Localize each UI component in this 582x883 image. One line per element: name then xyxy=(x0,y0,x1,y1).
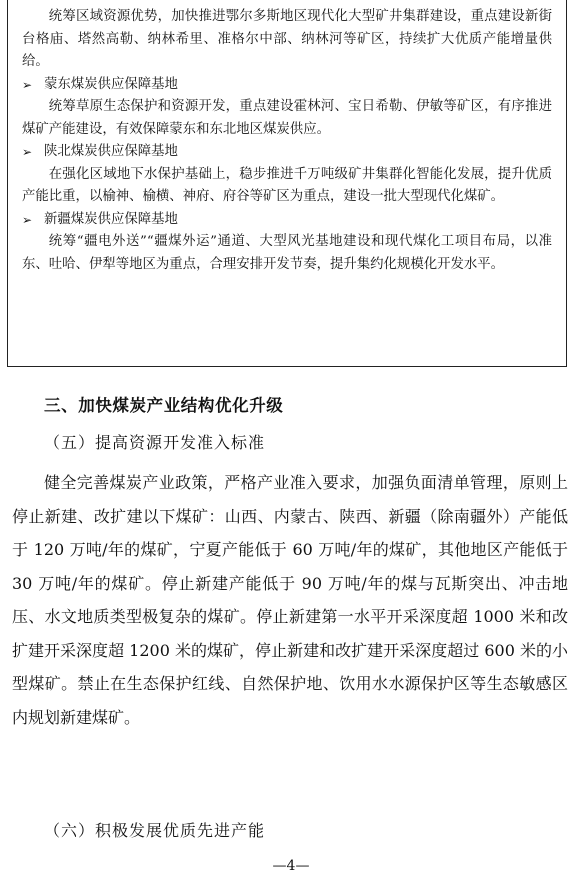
box-item-title xyxy=(22,141,552,164)
box-item-paragraph: 统筹“疆电外送”“疆煤外运”通道、大型风光基地建设和现代煤化工项目布局，以准东、吐哈、伊犁等地区为重点，合理安排开发节奏，提升集约化规模化开发水平。 xyxy=(22,234,552,272)
section-heading: 三、加快煤炭产业结构优化升级 xyxy=(44,396,284,415)
highlight-box xyxy=(7,0,567,367)
box-item-title-text: 陕北煤炭供应保障基地 xyxy=(44,144,178,159)
box-intro-paragraph: 统筹区域资源优势，加快推进鄂尔多斯地区现代化大型矿井集群建设，重点建设新街台格庙、塔然高勒、纳林希里、准格尔中部、纳林河等矿区，持续扩大优质产能增量供给。 xyxy=(22,9,552,69)
box-item-title xyxy=(22,209,552,232)
box-item-paragraph: 在强化区域地下水保护基础上，稳步推进千万吨级矿井集群化智能化发展，提升优质产能比重，以榆神、榆横、神府、府谷等矿区为重点，建设一批大型现代化煤矿。 xyxy=(22,166,552,204)
box-item-title-text: 蒙东煤炭供应保障基地 xyxy=(44,76,178,92)
box-item-title xyxy=(22,74,552,97)
body-paragraph: 健全完善煤炭产业政策，严格产业准入要求，加强负面清单管理，原则上停止新建、改扩建以下煤矿：山西、内蒙古、陕西、新疆（除南疆外）产能低于 120 万吨/年的煤矿，宁夏产能低于 60 万吨/年的煤矿，其他地区产能低于 30 万吨/年的煤矿。停止新建产能低于 90 万吨/年的煤与瓦斯突出、冲击地压、水文地质类型极复杂的煤矿。停止新建第一水平开采深度超 1000 米和改扩建开采深度超 1200 米的煤矿，停止新建和改扩建开采深度超过 600 米的小型煤矿。禁止在生态保护红线、自然保护地、饮用水水源保护区等生态敏感区内规划新建煤矿。 xyxy=(12,473,568,727)
box-item-title-text: 新疆煤炭供应保障基地 xyxy=(44,211,178,227)
subsection-heading-5: （五）提高资源开发准入标准 xyxy=(44,433,266,452)
arrow-bullet-icon: ➢ xyxy=(22,145,33,159)
box-item-paragraph: 统筹草原生态保护和资源开发，重点建设霍林河、宝日希勒、伊敏等矿区，有序推进煤矿产能建设，有效保障蒙东和东北地区煤炭供应。 xyxy=(22,99,552,137)
page-number: —4— xyxy=(272,858,310,874)
arrow-bullet-icon: ➢ xyxy=(22,77,33,92)
arrow-bullet-icon: ➢ xyxy=(22,212,33,227)
subsection-heading-6: （六）积极发展优质先进产能 xyxy=(44,821,266,840)
